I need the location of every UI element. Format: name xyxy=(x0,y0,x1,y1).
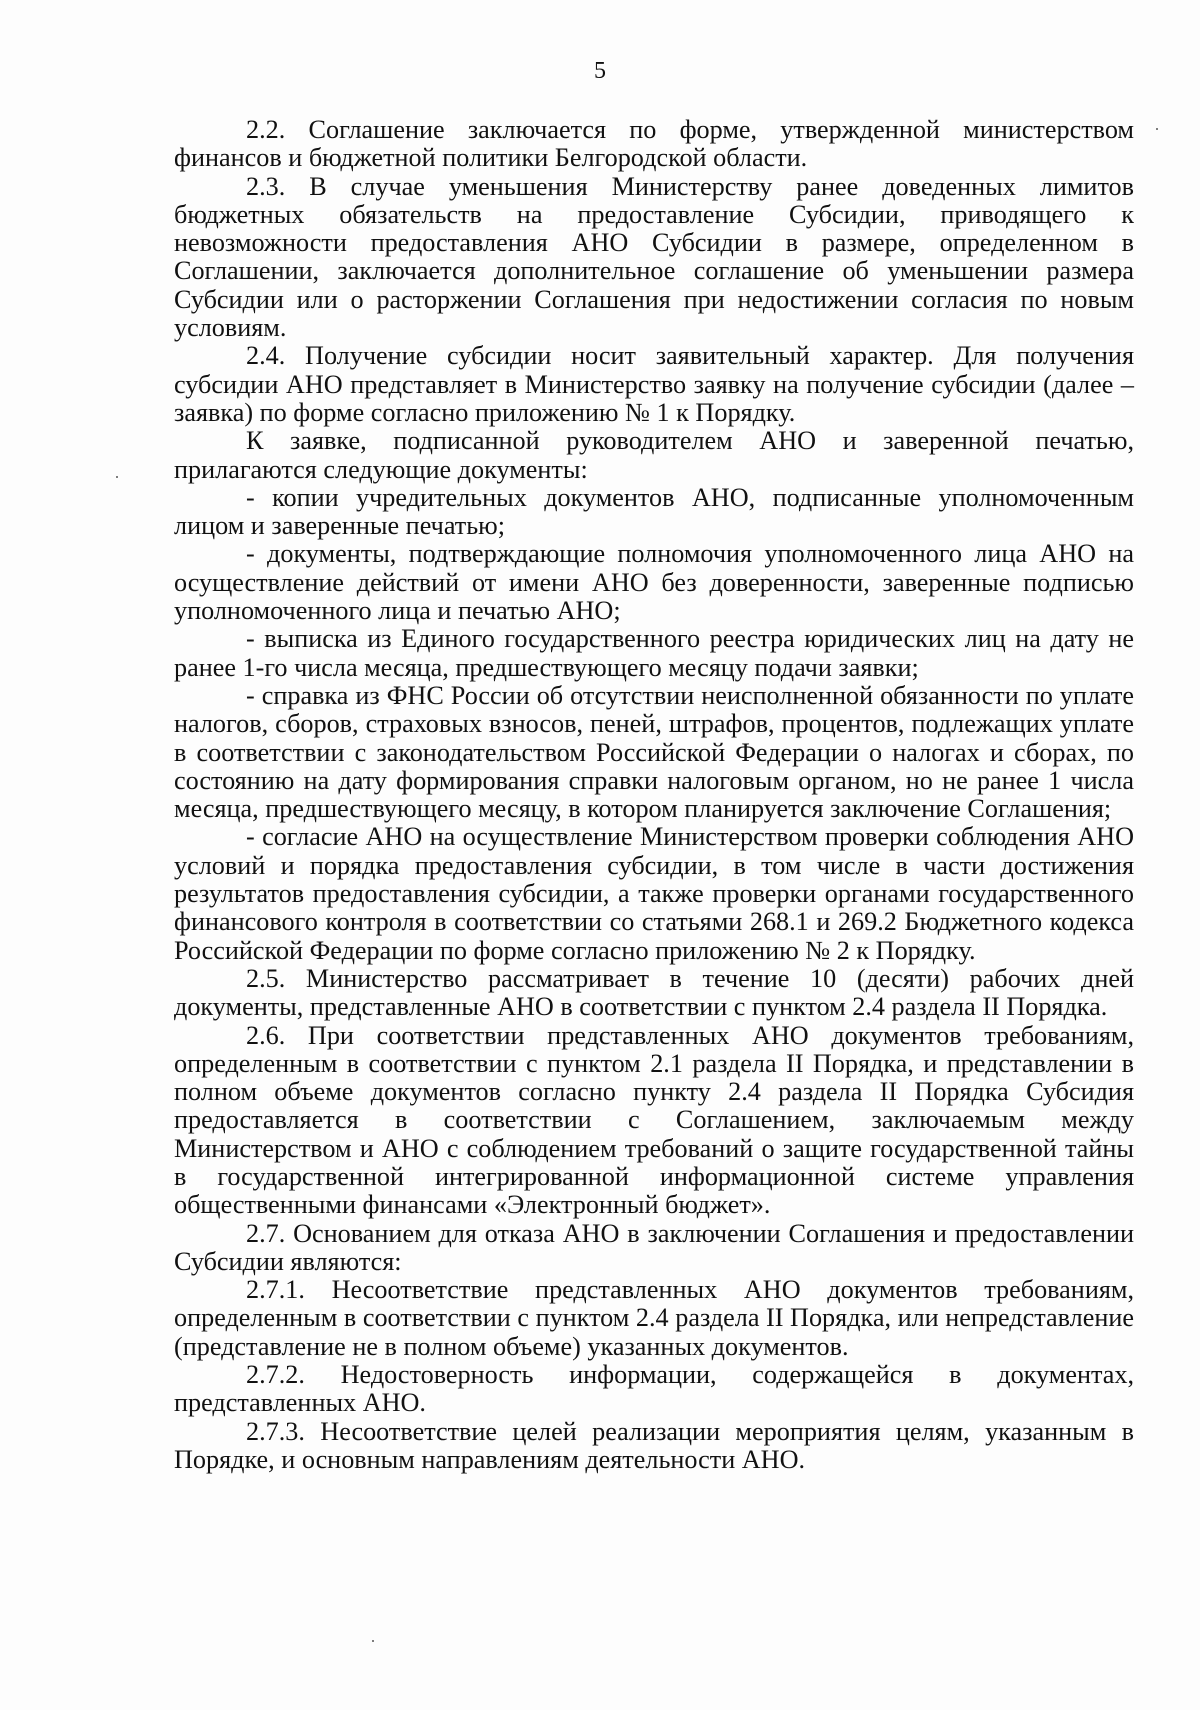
paragraph-2-7-2: 2.7.2. Недостоверность информации, содержащейся в документах, представленных АНО. xyxy=(174,1360,1134,1418)
paragraph-2-7-1: 2.7.1. Несоответствие представленных АНО документов требованиям, определенным в соответствии с пунктом 2.4 раздела II Порядка, или непредставление (представление не в полном объеме) указанных документов. xyxy=(174,1275,1134,1361)
paragraph-attachments-intro: К заявке, подписанной руководителем АНО и заверенной печатью, прилагаются следующие документы: xyxy=(174,426,1134,484)
scan-speck xyxy=(372,1640,374,1642)
page-number: 5 xyxy=(594,58,606,84)
paragraph-2-4: 2.4. Получение субсидии носит заявительный характер. Для получения субсидии АНО представляет в Министерство заявку на получение субсидии (далее – заявка) по форме согласно приложению № 1 к Порядку. xyxy=(174,341,1134,427)
list-item-tax-certificate: - справка из ФНС России об отсутствии неисполненной обязанности по уплате налогов, сборов, страховых взносов, пеней, штрафов, процентов, подлежащих уплате в соответствии с законодательством Российской Федерации о налогах и сборах, по состоянию на дату формирования справки налоговым органом, но не ранее 1 числа месяца, предшествующего месяцу, в котором планируется заключение Соглашения; xyxy=(174,680,1134,824)
paragraph-2-6: 2.6. При соответствии представленных АНО документов требованиям, определенным в соответствии с пунктом 2.1 раздела II Порядка, и представлении в полном объеме документов согласно пункту 2.4 раздела II Порядка Субсидия предоставляется в соответствии с Соглашением, заключаемым между Министерством и АНО с соблюдением требований о защите государственной тайны в государственной интегрированной информационной системе управления общественными финансами «Электронный бюджет». xyxy=(174,1020,1134,1220)
scan-speck xyxy=(1156,128,1158,130)
paragraph-2-5: 2.5. Министерство рассматривает в течение 10 (десяти) рабочих дней документы, представленные АНО в соответствии с пунктом 2.4 раздела II Порядка. xyxy=(174,963,1134,1022)
paragraph-2-3: 2.3. В случае уменьшения Министерству ранее доведенных лимитов бюджетных обязательств на предоставление Субсидии, приводящего к невозможности предоставления АНО Субсидии в размере, определенном в Соглашении, заключается дополнительное соглашение об уменьшении размера Субсидии или о расторжении Соглашения при недостижении согласия по новым условиям. xyxy=(174,171,1134,343)
scan-speck xyxy=(116,476,118,478)
list-item-registry-extract: - выписка из Единого государственного реестра юридических лиц на дату не ранее 1-го числа месяца, предшествующего месяцу подачи заявки; xyxy=(174,624,1134,682)
list-item-founding-documents: - копии учредительных документов АНО, подписанные уполномоченным лицом и заверенные печатью; xyxy=(174,482,1134,541)
paragraph-2-2: 2.2. Соглашение заключается по форме, утвержденной министерством финансов и бюджетной политики Белгородской области. xyxy=(174,115,1134,173)
list-item-authority-documents: - документы, подтверждающие полномочия уполномоченного лица АНО на осуществление действий от имени АНО без доверенности, заверенные подписью уполномоченного лица и печатью АНО; xyxy=(174,539,1134,626)
list-item-consent: - согласие АНО на осуществление Министерством проверки соблюдения АНО условий и порядка предоставления субсидии, в том числе в части достижения результатов предоставления субсидии, а также проверки органами государственного финансового контроля в соответствии со статьями 268.1 и 269.2 Бюджетного кодекса Российской Федерации по форме согласно приложению № 2 к Порядку. xyxy=(174,822,1134,965)
paragraph-2-7-3: 2.7.3. Несоответствие целей реализации мероприятия целям, указанным в Порядке, и основным направлениям деятельности АНО. xyxy=(174,1416,1134,1474)
document-body xyxy=(174,116,1134,1474)
paragraph-2-7: 2.7. Основанием для отказа АНО в заключении Соглашения и предоставлении Субсидии являются: xyxy=(174,1218,1134,1276)
